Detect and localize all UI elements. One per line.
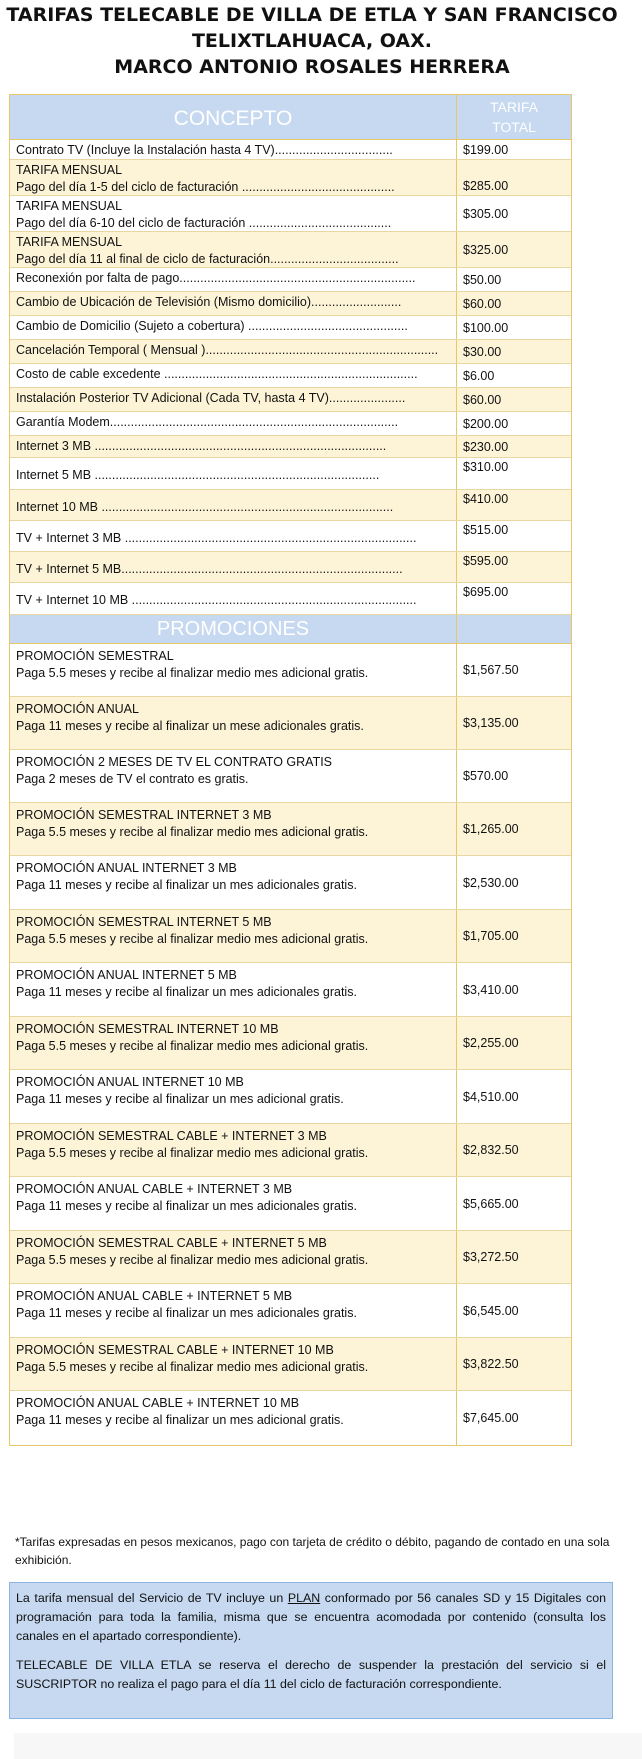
row-price: $310.00 [456, 458, 571, 489]
row-price: $285.00 [456, 160, 571, 195]
info-box [9, 1582, 613, 1719]
table-row [10, 268, 571, 292]
promo-concept: PROMOCIÓN SEMESTRAL INTERNET 5 MB Paga 5.5 meses y recibe al finalizar medio mes adicional gratis. [16, 915, 369, 946]
table-row [10, 196, 571, 232]
promo-row [10, 1124, 571, 1177]
promo-concept: PROMOCIÓN 2 MESES DE TV EL CONTRATO GRATIS Paga 2 meses de TV el contrato es gratis. [16, 755, 333, 786]
promo-price: $7,645.00 [456, 1391, 571, 1445]
row-price: $6.00 [456, 364, 571, 387]
promo-row [10, 856, 571, 910]
table-row [10, 316, 571, 340]
row-price: $515.00 [456, 521, 571, 551]
row-concept: Cambio de Ubicación de Televisión (Mismo domicilio).......................... [16, 295, 402, 309]
promo-price: $3,272.50 [456, 1231, 571, 1283]
row-concept: TV + Internet 3 MB .................................................................................... [16, 531, 417, 545]
row-price: $60.00 [456, 388, 571, 411]
promo-concept: PROMOCIÓN ANUAL INTERNET 3 MB Paga 11 meses y recibe al finalizar un mes adicionales gratis. [16, 861, 357, 892]
promo-price: $1,705.00 [456, 910, 571, 962]
promo-row [10, 1070, 571, 1124]
row-concept: Cambio de Domicilio (Sujeto a cobertura) .............................................. [16, 319, 408, 333]
table-row [10, 521, 571, 552]
table-row [10, 490, 571, 521]
table-row [10, 552, 571, 583]
table-row [10, 412, 571, 436]
promo-price: $1,265.00 [456, 803, 571, 855]
promo-price: $3,135.00 [456, 697, 571, 749]
table-row [10, 583, 571, 615]
table-row [10, 458, 571, 490]
promo-concept: PROMOCIÓN ANUAL CABLE + INTERNET 10 MB Paga 11 meses y recibe al finalizar un mes adicional gratis. [16, 1396, 344, 1427]
info-paragraph-plan: La tarifa mensual del Servicio de TV incluye un PLAN conformado por 56 canales SD y 15 Digitales con programación para toda la familia, misma que se encuentra acomodada por contenido (consulta los canales en el apartado correspondiente). [16, 1591, 606, 1643]
promo-row [10, 1391, 571, 1445]
concept-header: CONCEPTO [173, 106, 293, 130]
table-row [10, 292, 571, 316]
promo-row [10, 1284, 571, 1338]
title-line-1: TARIFAS TELECABLE DE VILLA DE ETLA Y SAN FRANCISCO [6, 4, 618, 26]
footnote: *Tarifas expresadas en pesos mexicanos, pago con tarjeta de crédito o débito, pagando de contado en una sola exhibición. [15, 1535, 610, 1567]
table-row [10, 364, 571, 388]
row-concept: Costo de cable excedente ......................................................................... [16, 367, 418, 381]
promo-price: $3,410.00 [456, 963, 571, 1016]
promo-row [10, 803, 571, 856]
promo-concept: PROMOCIÓN ANUAL INTERNET 5 MB Paga 11 meses y recibe al finalizar un mes adicionales gratis. [16, 968, 357, 999]
price-header-line-2: TOTAL [492, 119, 536, 135]
promo-concept: PROMOCIÓN SEMESTRAL CABLE + INTERNET 10 MB Paga 5.5 meses y recibe al finalizar medio mes adicional gratis. [16, 1343, 369, 1374]
row-concept: Cancelación Temporal ( Mensual )................................................................... [16, 343, 439, 357]
row-concept: Contrato TV (Incluye la Instalación hasta 4 TV).................................. [16, 143, 393, 157]
table-header [10, 95, 571, 140]
page-title [0, 2, 624, 80]
promo-price: $570.00 [456, 750, 571, 802]
table-row [10, 436, 571, 458]
promo-price: $6,545.00 [456, 1284, 571, 1337]
promo-row [10, 697, 571, 750]
row-concept: TV + Internet 5 MB................................................................................. [16, 562, 403, 576]
table-row [10, 140, 571, 160]
row-price: $305.00 [456, 196, 571, 231]
row-price: $199.00 [456, 140, 571, 159]
page-bottom-band [14, 1733, 642, 1759]
price-header-line-1: TARIFA [490, 99, 538, 115]
row-price: $595.00 [456, 552, 571, 582]
promo-price: $2,530.00 [456, 856, 571, 909]
promo-price: $2,255.00 [456, 1017, 571, 1069]
promo-row [10, 910, 571, 963]
promo-price: $5,665.00 [456, 1177, 571, 1230]
table-row [10, 160, 571, 196]
rates-table [9, 94, 572, 1446]
row-price: $325.00 [456, 232, 571, 267]
promo-concept: PROMOCIÓN ANUAL CABLE + INTERNET 3 MB Paga 11 meses y recibe al finalizar un mes adicionales gratis. [16, 1182, 357, 1213]
row-price: $30.00 [456, 340, 571, 363]
row-concept: Garantía Modem................................................................................... [16, 415, 399, 429]
row-concept: Instalación Posterior TV Adicional (Cada TV, hasta 4 TV)...................... [16, 391, 406, 405]
row-concept: Internet 3 MB .................................................................................... [16, 439, 387, 453]
row-price: $50.00 [456, 268, 571, 291]
promo-concept: PROMOCIÓN ANUAL INTERNET 10 MB Paga 11 meses y recibe al finalizar un mes adicional gratis. [16, 1075, 344, 1106]
promo-price: $2,832.50 [456, 1124, 571, 1176]
promo-row [10, 750, 571, 803]
row-price: $60.00 [456, 292, 571, 315]
title-line-3: MARCO ANTONIO ROSALES HERRERA [114, 56, 510, 78]
promo-concept: PROMOCIÓN SEMESTRAL Paga 5.5 meses y recibe al finalizar medio mes adicional gratis. [16, 649, 369, 680]
title-line-2: TELIXTLAHUACA, OAX. [191, 30, 433, 52]
row-concept: Reconexión por falta de pago.................................................................... [16, 271, 416, 285]
promo-concept: PROMOCIÓN SEMESTRAL CABLE + INTERNET 5 MB Paga 5.5 meses y recibe al finalizar medio mes adicional gratis. [16, 1236, 369, 1267]
promo-row [10, 1338, 571, 1391]
promo-row [10, 1231, 571, 1284]
promo-price: $3,822.50 [456, 1338, 571, 1390]
row-price: $695.00 [456, 583, 571, 614]
table-row [10, 232, 571, 268]
plan-link: PLAN [287, 1591, 321, 1605]
table-row [10, 388, 571, 412]
promo-concept: PROMOCIÓN ANUAL CABLE + INTERNET 5 MB Paga 11 meses y recibe al finalizar un mes adicionales gratis. [16, 1289, 357, 1320]
promotions-header [10, 615, 571, 644]
row-price: $100.00 [456, 316, 571, 339]
row-concept: TARIFA MENSUAL Pago del día 1-5 del ciclo de facturación ............................................ [16, 163, 395, 194]
promo-price: $1,567.50 [456, 644, 571, 696]
row-concept: Internet 10 MB .................................................................................... [16, 500, 394, 514]
promo-concept: PROMOCIÓN SEMESTRAL INTERNET 3 MB Paga 5.5 meses y recibe al finalizar medio mes adicional gratis. [16, 808, 369, 839]
row-concept: Internet 5 MB .................................................................................. [16, 468, 380, 482]
info-paragraph-suspension: TELECABLE DE VILLA ETLA se reserva el derecho de suspender la prestación del servicio si el SUSCRIPTOR no realiza el pago para el día 11 del ciclo de facturación correspondiente. [16, 1658, 606, 1691]
promo-concept: PROMOCIÓN ANUAL Paga 11 meses y recibe al finalizar un mese adicionales gratis. [16, 702, 364, 733]
row-price: $410.00 [456, 490, 571, 520]
promo-row [10, 1017, 571, 1070]
price-header [456, 95, 571, 139]
promo-row [10, 644, 571, 697]
table-row [10, 340, 571, 364]
promo-price: $4,510.00 [456, 1070, 571, 1123]
promo-concept: PROMOCIÓN SEMESTRAL CABLE + INTERNET 3 MB Paga 5.5 meses y recibe al finalizar medio mes adicional gratis. [16, 1129, 369, 1160]
promo-concept: PROMOCIÓN SEMESTRAL INTERNET 10 MB Paga 5.5 meses y recibe al finalizar medio mes adicional gratis. [16, 1022, 369, 1053]
promotions-title: PROMOCIONES [156, 617, 310, 640]
row-concept: TARIFA MENSUAL Pago del día 11 al final de ciclo de facturación..................................... [16, 235, 399, 266]
row-price: $230.00 [456, 436, 571, 457]
promo-row [10, 1177, 571, 1231]
row-concept: TARIFA MENSUAL Pago del día 6-10 del ciclo de facturación ......................................... [16, 199, 392, 230]
row-concept: TV + Internet 10 MB .................................................................................. [16, 593, 417, 607]
promo-row [10, 963, 571, 1017]
row-price: $200.00 [456, 412, 571, 435]
